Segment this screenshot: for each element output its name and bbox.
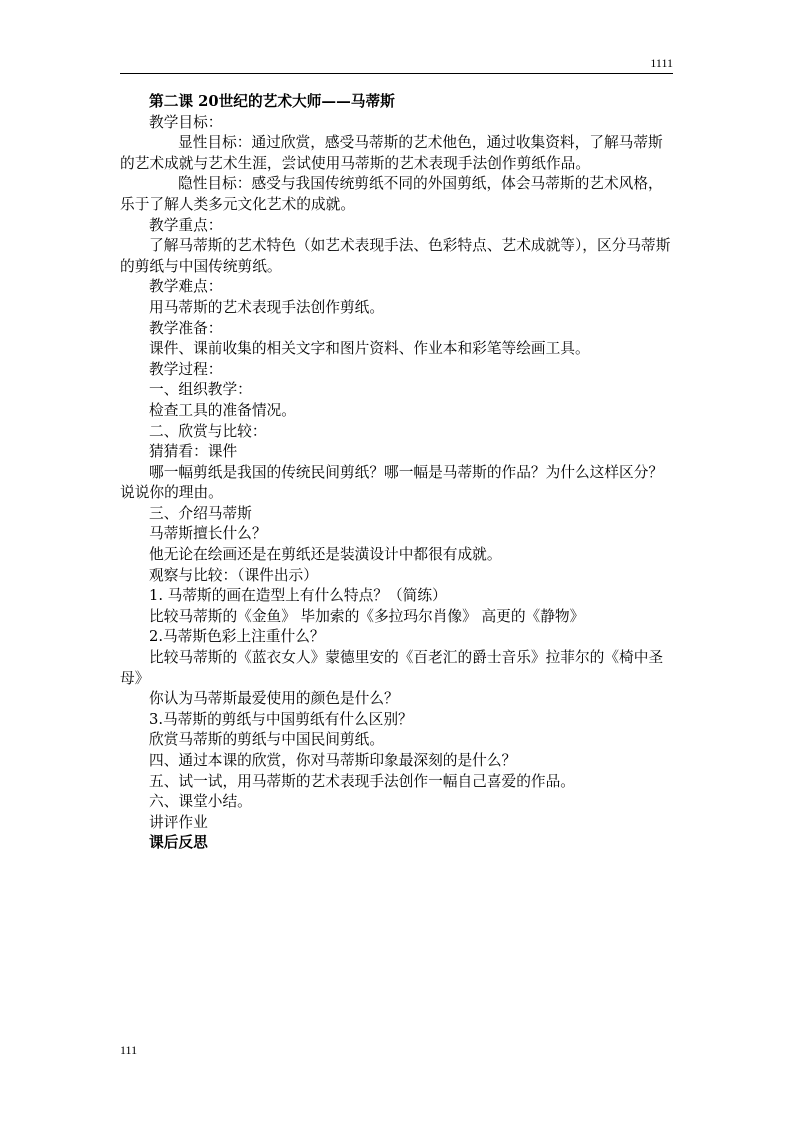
content-line: 三、介绍马蒂斯 [149, 504, 252, 522]
content-line: 3.马蒂斯的剪纸与中国剪纸有什么区别？ [149, 710, 413, 728]
content-line: 1. 马蒂斯的画在造型上有什么特点？（简练） [149, 587, 447, 605]
content-line: 显性目标：通过欣赏，感受马蒂斯的艺术他色，通过收集资料，了解马蒂斯的艺术成就与艺术生涯，尝试使用马蒂斯的艺术表现手法创作剪纸作品。 [120, 134, 663, 172]
lesson-title: 第二课 20世纪的艺术大师——马蒂斯 [149, 93, 395, 110]
lesson-content [120, 113, 673, 854]
content-line: 比较马蒂斯的《蓝衣女人》蒙德里安的《百老汇的爵士音乐》拉菲尔的《椅中圣母》 [120, 649, 664, 687]
content-line: 哪一幅剪纸是我国的传统民间剪纸？哪一幅是马蒂斯的作品？为什么这样区分？说说你的理由。 [120, 463, 664, 502]
content-line: 了解马蒂斯的艺术特色（如艺术表现手法、色彩特点、艺术成就等），区分马蒂斯的剪纸与中国传统剪纸。 [120, 237, 671, 275]
content-line: 讲评作业 [149, 813, 208, 831]
content-line: 2.马蒂斯色彩上注重什么？ [149, 628, 325, 646]
content-line: 教学重点： [149, 216, 223, 234]
content-line: 教学目标： [149, 113, 223, 131]
content-line: 课件、课前收集的相关文字和图片资料、作业本和彩笔等绘画工具。 [149, 340, 590, 358]
footer-page-number: 111 [120, 1043, 138, 1057]
content-line: 课后反思 [149, 834, 208, 852]
content-line: 一、组织教学： [149, 381, 252, 399]
content-line: 隐性目标：感受与我国传统剪纸不同的外国剪纸，体会马蒂斯的艺术风格，乐于了解人类多元文化艺术的成就。 [120, 175, 663, 213]
document-body [120, 92, 673, 854]
header-rule [120, 73, 673, 74]
content-line: 猜猜看：课件 [149, 443, 238, 461]
content-line: 马蒂斯擅长什么？ [149, 525, 267, 543]
content-line: 教学准备： [149, 319, 223, 337]
content-line: 他无论在绘画还是在剪纸还是装潢设计中都很有成就。 [149, 546, 502, 564]
content-line: 用马蒂斯的艺术表现手法创作剪纸。 [149, 298, 385, 316]
content-line: 五、试一试，用马蒂斯的艺术表现手法创作一幅自己喜爱的作品。 [149, 772, 575, 790]
content-line: 二、欣赏与比较： [149, 422, 267, 440]
content-line: 你认为马蒂斯最爱使用的颜色是什么？ [149, 690, 399, 708]
content-line: 观察与比较：（课件出示） [149, 566, 318, 584]
content-line: 教学难点： [149, 278, 223, 296]
content-line: 检查工具的准备情况。 [149, 401, 296, 419]
content-line: 教学过程： [149, 360, 223, 378]
content-line: 欣赏马蒂斯的剪纸与中国民间剪纸。 [149, 731, 385, 749]
content-line: 六、课堂小结。 [149, 793, 252, 811]
header-page-number: 1111 [650, 56, 673, 70]
content-line: 比较马蒂斯的《金鱼》 毕加索的《多拉玛尔肖像》 高更的《静物》 [149, 607, 585, 625]
content-line: 四、通过本课的欣赏，你对马蒂斯印象最深刻的是什么？ [149, 752, 517, 769]
